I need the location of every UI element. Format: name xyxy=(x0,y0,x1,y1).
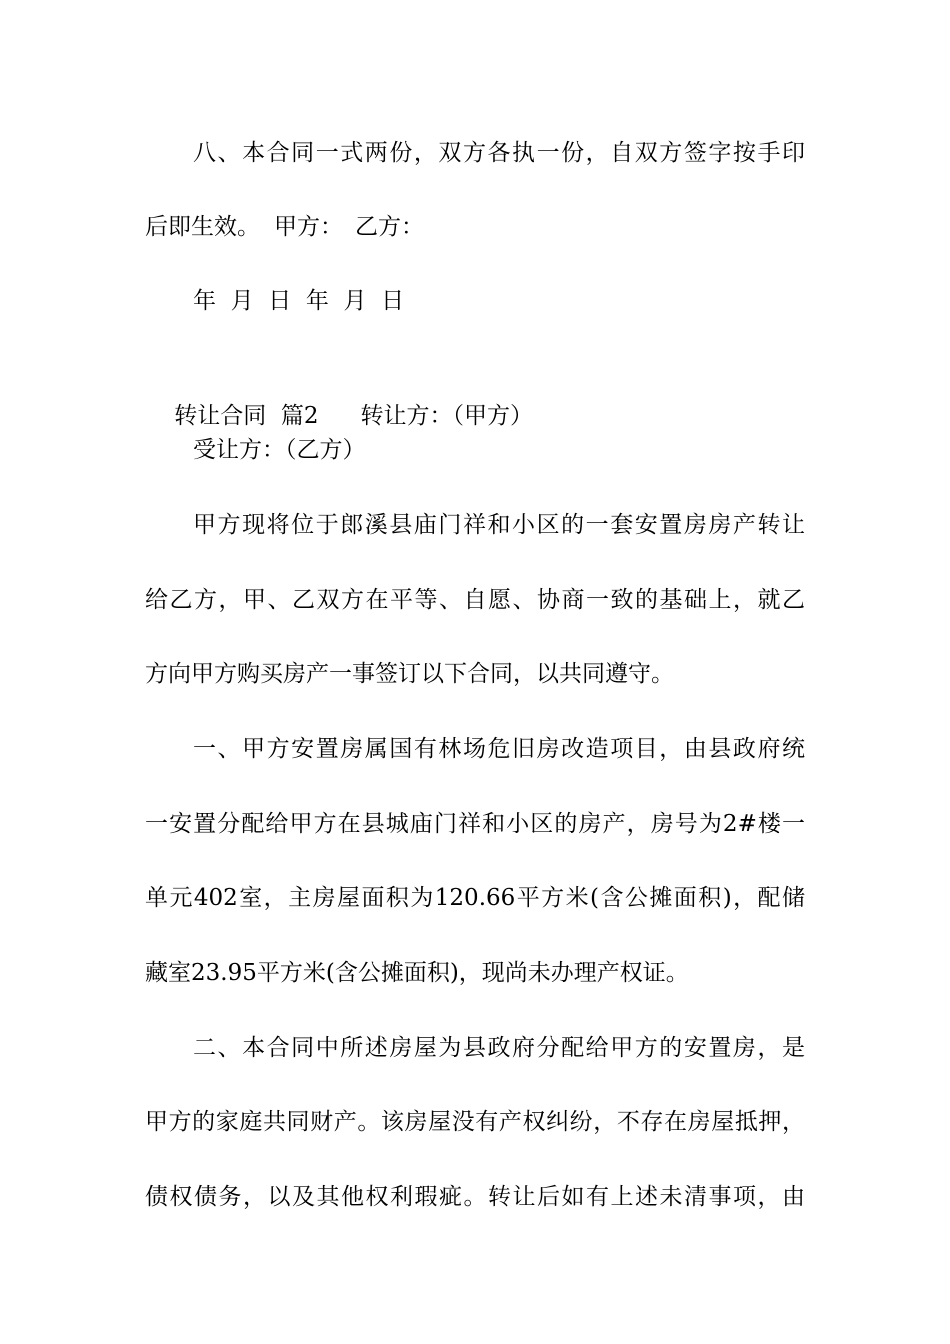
paragraph-line: 单元402室，主房屋面积为120.66平方米(含公摊面积)，配储 xyxy=(145,885,805,911)
paragraph-line: 甲方的家庭共同财产。该房屋没有产权纠纷，不存在房屋抵押， xyxy=(145,1109,805,1135)
section-title: 转让合同 篇2 xyxy=(174,403,319,429)
paragraph-line: 一安置分配给甲方在县城庙门祥和小区的房产，房号为2#楼一 xyxy=(145,811,805,837)
paragraph-line: 方向甲方购买房产一事签订以下合同，以共同遵守。 xyxy=(145,661,674,687)
party-a-signature-label: 甲方： xyxy=(274,214,343,240)
effective-clause: 后即生效。 xyxy=(145,214,260,240)
paragraph-line: 给乙方，甲、乙双方在平等、自愿、协商一致的基础上，就乙 xyxy=(145,587,805,613)
party-b-signature-label: 乙方： xyxy=(355,214,424,240)
paragraph-line: 债权债务，以及其他权利瑕疵。转让后如有上述未清事项，由 xyxy=(145,1184,805,1210)
transferee-label: 受让方：（乙方） xyxy=(193,437,366,463)
transferor-label: 转让方：（甲方） xyxy=(360,403,534,429)
paragraph-line: 一、甲方安置房属国有林场危旧房改造项目，由县政府统 xyxy=(193,736,805,762)
section-heading-line xyxy=(145,356,805,429)
signature-date-line: 年 月 日 年 月 日 xyxy=(193,288,405,314)
paragraph-line: 二、本合同中所述房屋为县政府分配给甲方的安置房，是 xyxy=(193,1035,805,1061)
paragraph-line: 八、本合同一式两份，双方各执一份，自双方签字按手印 xyxy=(193,140,805,166)
paragraph-line xyxy=(145,207,805,247)
paragraph-line: 藏室23.95平方米(含公摊面积)，现尚未办理产权证。 xyxy=(145,960,689,986)
paragraph-line: 甲方现将位于郎溪县庙门祥和小区的一套安置房房产转让 xyxy=(193,512,805,538)
